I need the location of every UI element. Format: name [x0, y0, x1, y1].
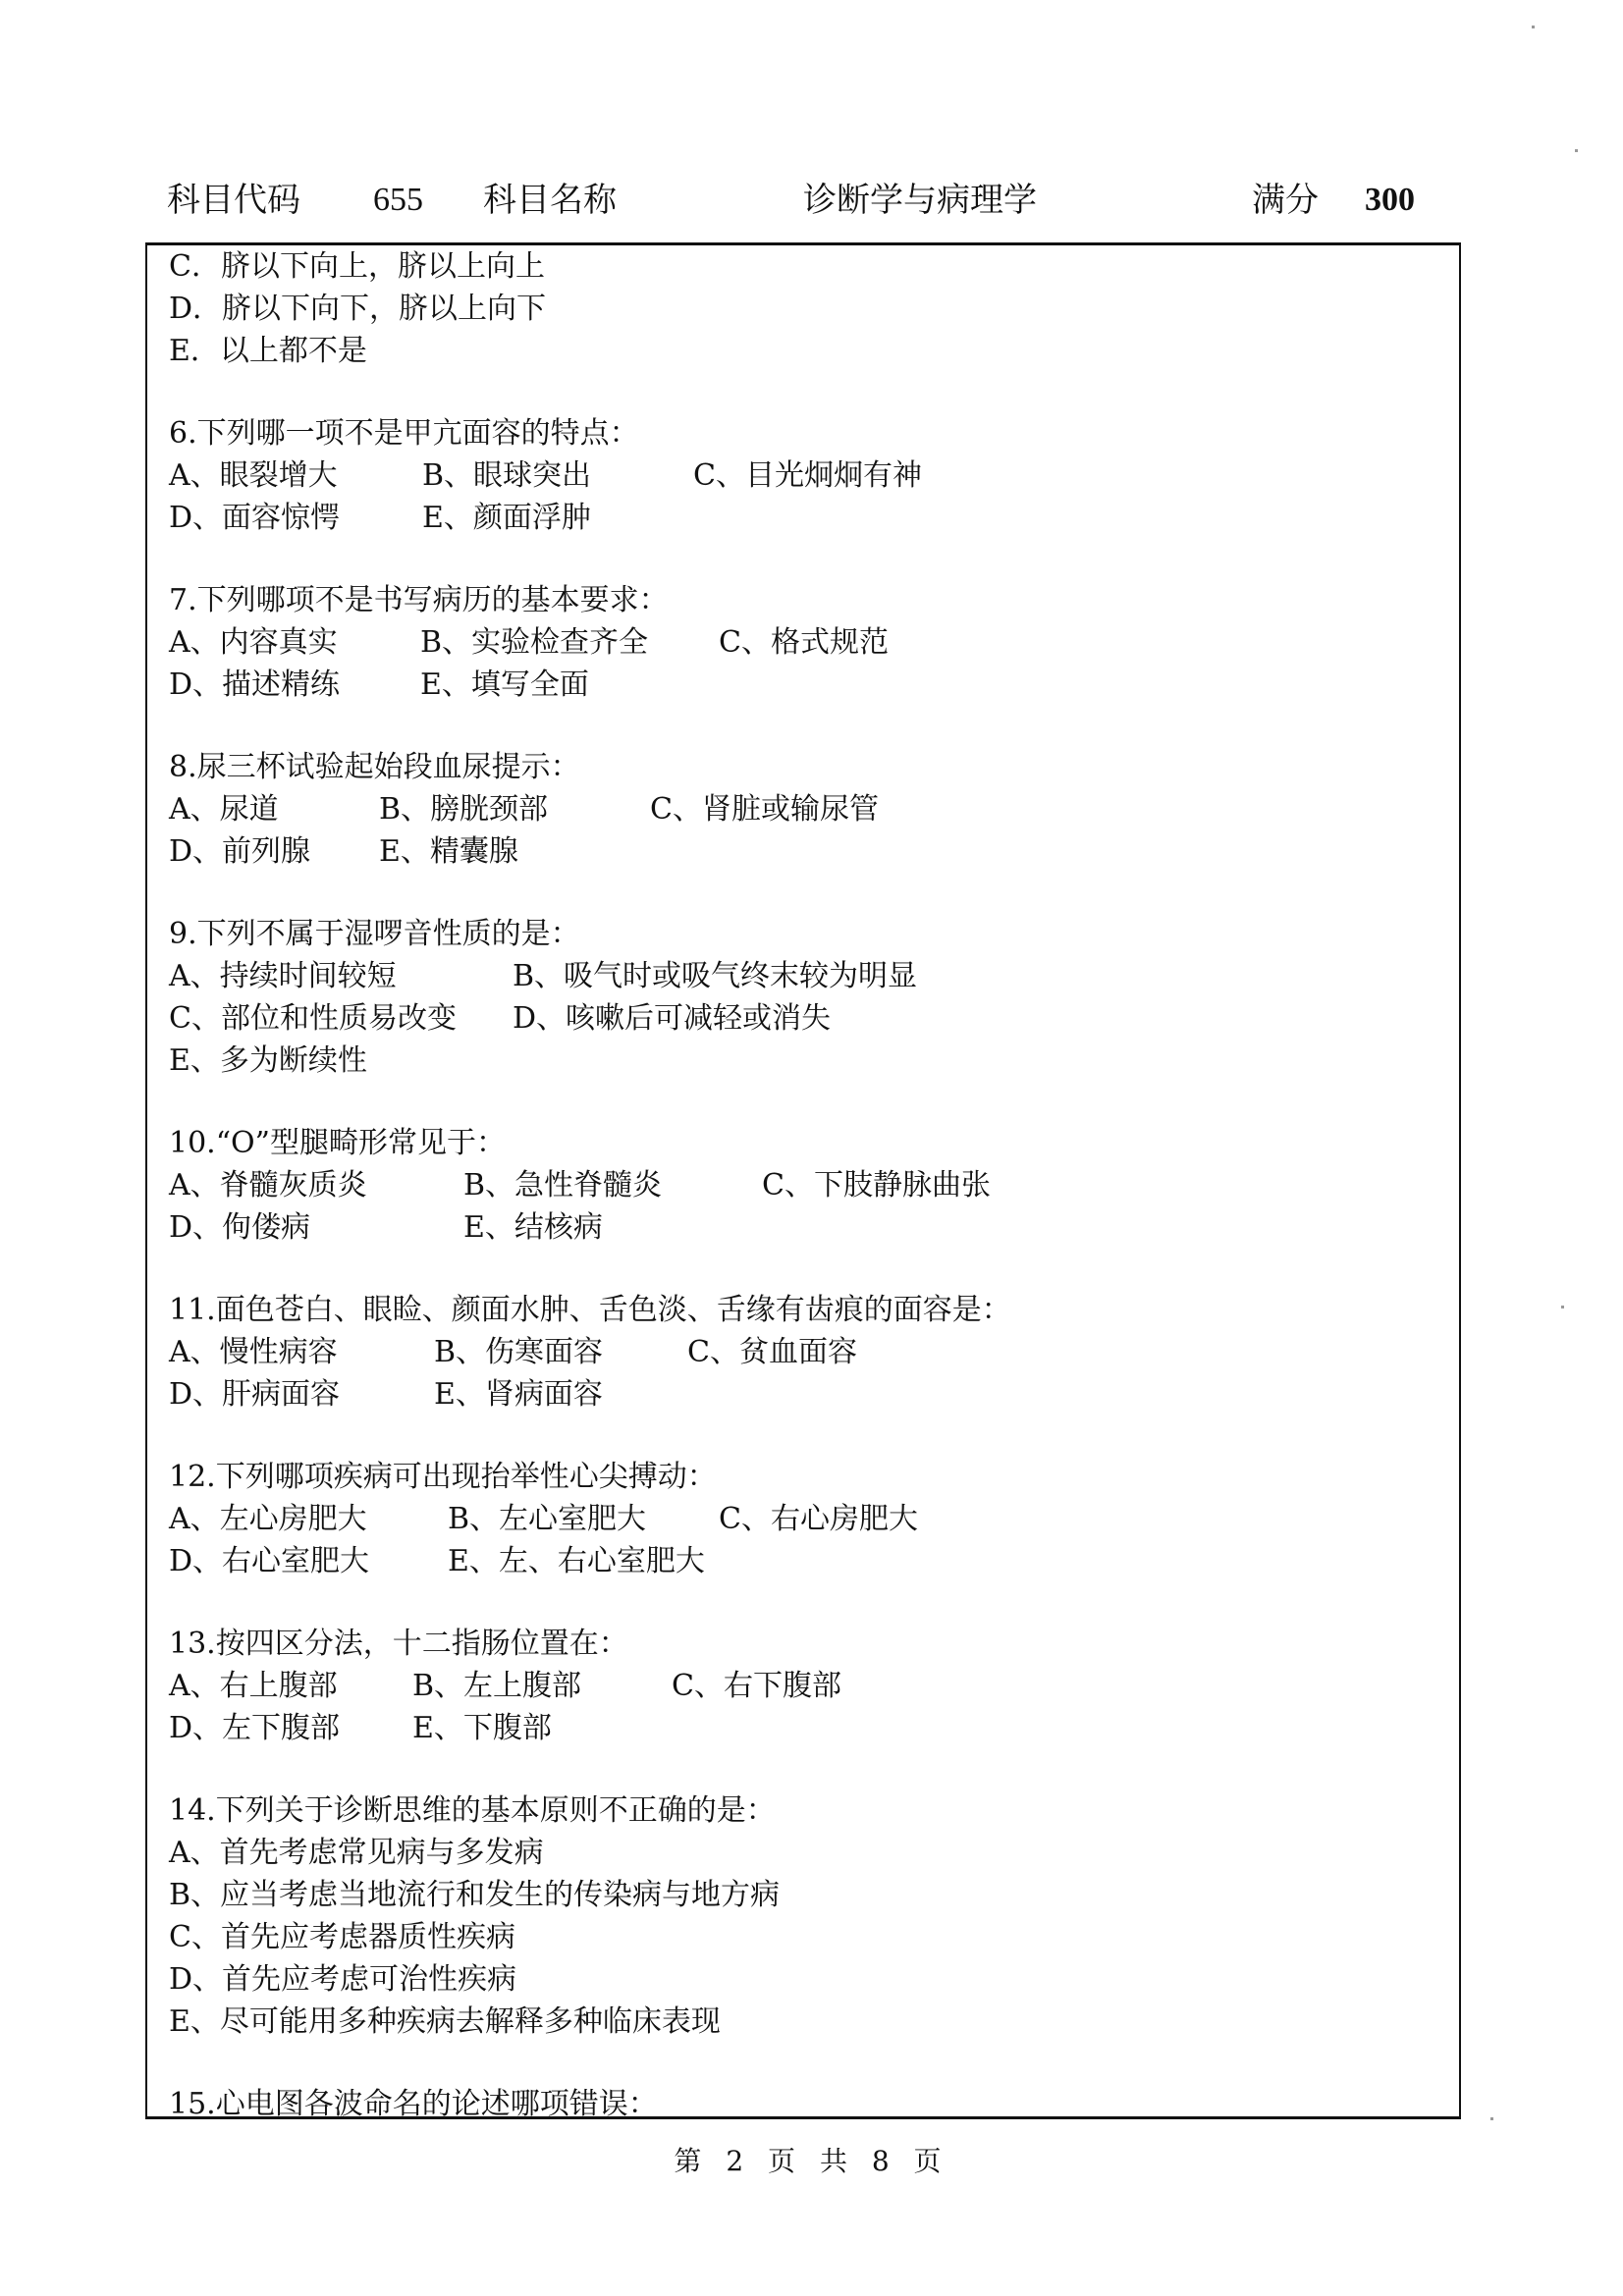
full-score: 300 [1365, 182, 1415, 218]
option-c: C、部位和性质易改变 [169, 1001, 457, 1036]
question-13 [169, 1623, 1445, 1749]
subject-name: 诊断学与病理学 [803, 181, 1037, 220]
option-e: E、结核病 [463, 1210, 603, 1245]
option-row [169, 664, 1445, 706]
option-d: D、佝偻病 [169, 1210, 311, 1245]
option-row [169, 621, 1445, 664]
option-row [169, 1331, 1445, 1373]
option-b: B、左上腹部 [412, 1669, 582, 1703]
option-e: E、填写全面 [420, 667, 589, 702]
question-10 [169, 1122, 1445, 1249]
option-b: B、实验检查齐全 [420, 625, 649, 660]
option-b: B、吸气时或吸气终末较为明显 [513, 959, 918, 993]
option-d: D、咳嗽后可减轻或消失 [513, 1001, 832, 1036]
option-e: E、精囊腺 [379, 834, 518, 869]
option-row [169, 788, 1445, 830]
subject-code: 655 [373, 182, 423, 218]
question-stem: 12.下列哪项疾病可出现抬举性心尖搏动： [169, 1460, 717, 1494]
option-c: C、下肢静脉曲张 [762, 1168, 991, 1202]
option-e: E、多为断续性 [169, 1043, 367, 1078]
question-14 [169, 1789, 1445, 2043]
scan-speck [1532, 26, 1535, 28]
option-b: B、伤寒面容 [434, 1335, 604, 1369]
option-b: B、应当考虑当地流行和发生的传染病与地方病 [169, 1878, 781, 1912]
option-e: E、肾病面容 [434, 1377, 603, 1412]
option-row [169, 955, 1445, 997]
question-stem: 10.“O”型腿畸形常见于： [169, 1126, 506, 1160]
option-row [169, 1373, 1445, 1415]
question-stem: 11.面色苍白、眼睑、颜面水肿、舌色淡、舌缘有齿痕的面容是： [169, 1293, 1011, 1327]
option-row [169, 1164, 1445, 1206]
option-c: C、首先应考虑器质性疾病 [169, 1920, 515, 1954]
option-a: A、左心房肥大 [169, 1502, 367, 1536]
option-d: D、前列腺 [169, 834, 311, 869]
option-row [169, 454, 1445, 497]
option-a: A、内容真实 [169, 625, 338, 660]
option-e: E、尽可能用多种疾病去解释多种临床表现 [169, 2004, 721, 2039]
option-c: C、右下腹部 [672, 1669, 841, 1703]
question-stem: 13.按四区分法，十二指肠位置在： [169, 1627, 628, 1661]
option-d: D、面容惊愕 [169, 501, 341, 535]
continued-option: D．脐以下向下，脐以上向下 [169, 292, 547, 326]
scan-speck [1490, 2117, 1493, 2120]
option-e: E、左、右心室肥大 [448, 1544, 705, 1578]
option-d: D、肝病面容 [169, 1377, 341, 1412]
option-c: C、格式规范 [719, 625, 889, 660]
option-a: A、首先考虑常见病与多发病 [169, 1836, 544, 1870]
option-c: C、肾脏或输尿管 [650, 792, 879, 827]
question-9 [169, 913, 1445, 1082]
option-c: C、右心房肥大 [719, 1502, 918, 1536]
option-c: C、目光炯炯有神 [693, 458, 922, 493]
option-e: E、下腹部 [412, 1711, 552, 1745]
option-row [169, 1206, 1445, 1249]
page-footer: 第 2 页 共 8 页 [674, 2145, 949, 2177]
option-d: D、右心室肥大 [169, 1544, 370, 1578]
option-b: B、膀胱颈部 [379, 792, 549, 827]
question-stem: 6.下列哪一项不是甲亢面容的特点： [169, 416, 639, 451]
question-stem: 7.下列哪项不是书写病历的基本要求： [169, 583, 669, 617]
option-a: A、尿道 [169, 792, 279, 827]
option-a: A、眼裂增大 [169, 458, 338, 493]
option-d: D、描述精练 [169, 667, 341, 702]
question-stem: 14.下列关于诊断思维的基本原则不正确的是： [169, 1793, 776, 1828]
option-b: B、眼球突出 [422, 458, 592, 493]
question-stem: 8.尿三杯试验起始段血尿提示： [169, 750, 580, 784]
option-row [169, 830, 1445, 873]
option-row [169, 997, 1445, 1040]
continued-option: E．以上都不是 [169, 334, 367, 368]
option-b: B、急性脊髓炎 [463, 1168, 663, 1202]
option-d: D、首先应考虑可治性疾病 [169, 1962, 517, 1997]
scan-speck [1561, 1306, 1564, 1308]
option-a: A、慢性病容 [169, 1335, 338, 1369]
option-e: E、颜面浮肿 [422, 501, 591, 535]
exam-header [167, 175, 1443, 226]
question-6 [169, 412, 1445, 539]
question-8 [169, 746, 1445, 873]
subject-name-label: 科目名称 [483, 181, 617, 220]
question-12 [169, 1456, 1445, 1582]
option-a: A、持续时间较短 [169, 959, 397, 993]
question-stem: 9.下列不属于湿啰音性质的是： [169, 917, 580, 951]
subject-code-label: 科目代码 [167, 181, 300, 220]
option-row [169, 1665, 1445, 1707]
option-row [169, 1498, 1445, 1540]
question-15 [169, 2083, 1445, 2125]
question-7 [169, 579, 1445, 706]
question-11 [169, 1289, 1445, 1415]
scan-speck [1575, 149, 1578, 152]
option-row [169, 1040, 1445, 1082]
option-a: A、右上腹部 [169, 1669, 338, 1703]
full-score-label: 满分 [1252, 181, 1319, 220]
continued-option: C．脐以下向上，脐以上向上 [169, 249, 545, 284]
option-row [169, 1707, 1445, 1749]
question-stem: 15.心电图各波命名的论述哪项错误： [169, 2087, 658, 2121]
option-row [169, 497, 1445, 539]
option-a: A、脊髓灰质炎 [169, 1168, 367, 1202]
option-c: C、贫血面容 [687, 1335, 857, 1369]
question-content [169, 245, 1445, 2125]
option-b: B、左心室肥大 [448, 1502, 647, 1536]
option-d: D、左下腹部 [169, 1711, 341, 1745]
option-row [169, 1540, 1445, 1582]
